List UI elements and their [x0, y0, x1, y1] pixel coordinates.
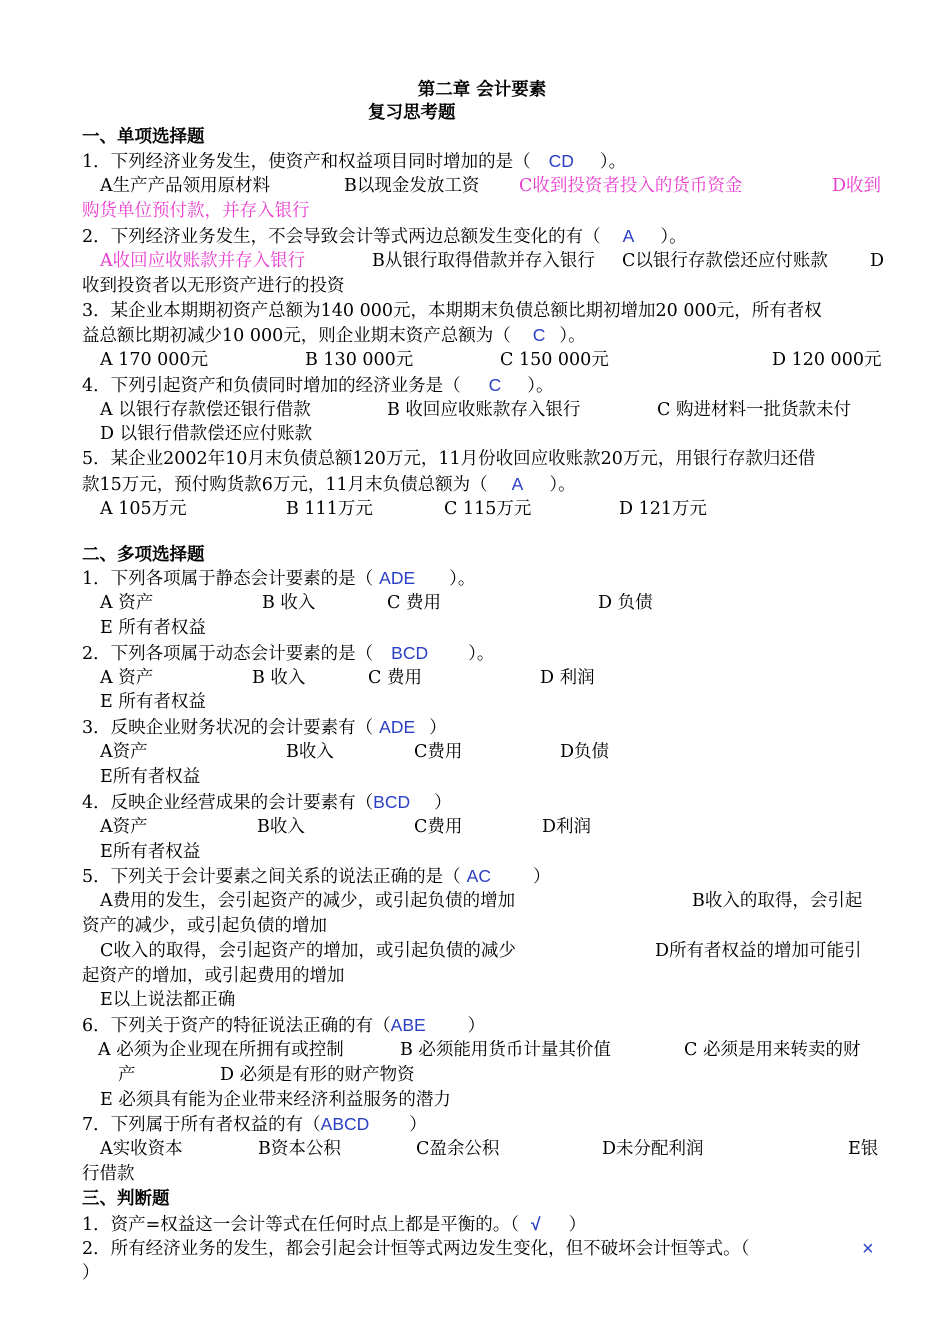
question-stem: 6．下列关于资产的特征说法正确的有（ [82, 1016, 391, 1036]
answer-mark: ADE [379, 717, 416, 737]
option-c: C费用 [414, 742, 463, 762]
multiple-q5-options-cd [82, 939, 882, 964]
option-c: C 150 000元 [500, 350, 609, 370]
stem-end: ）。 [449, 569, 476, 589]
single-q4-stem [82, 373, 882, 398]
question-stem: 2．所有经济业务的发生，都会引起会计恒等式两边发生变化，但不破坏会计恒等式。（ [82, 1239, 750, 1259]
answer-mark: √ [531, 1214, 541, 1234]
multiple-q2-option-e: E 所有者权益 [100, 692, 206, 712]
option-b: B收入 [257, 817, 305, 837]
option-d: D 121万元 [619, 499, 707, 519]
multiple-q4-options [82, 815, 882, 840]
option-d: D [870, 251, 885, 271]
single-q5-stem-1: 5．某企业2002年10月末负债总额120万元，11月份收回应收账款20万元，用银行存款归还借 [82, 449, 816, 469]
answer-mark: ABE [390, 1015, 426, 1035]
option-c: C 必须是用来转卖的财 [684, 1040, 861, 1060]
section-multiple-choice: 二、多项选择题 [82, 545, 205, 565]
question-stem: 1．下列各项属于静态会计要素的是（ [82, 569, 374, 589]
option-a: A资产 [100, 742, 148, 762]
single-q1-options [82, 174, 882, 199]
stem-end: ）。 [660, 227, 687, 247]
stem-end: ） [467, 1016, 486, 1036]
single-q5-options [82, 497, 882, 522]
stem-end: ） [532, 867, 551, 887]
multiple-q6-options [82, 1038, 882, 1063]
answer-mark: × [862, 1238, 874, 1260]
question-stem: 2．下列经济业务发生，不会导致会计等式两边总额发生变化的有（ [82, 227, 601, 247]
option-c: C盈余公积 [416, 1139, 500, 1159]
option-d: D收到 [832, 176, 882, 196]
option-b: B资本公积 [258, 1139, 341, 1159]
multiple-q3-options [82, 740, 882, 765]
option-c: C 115万元 [444, 499, 532, 519]
single-q1-stem [82, 149, 882, 174]
stem-end: ）。 [559, 326, 586, 346]
option-b: B 111万元 [286, 499, 373, 519]
question-stem: 4．下列引起资产和负债同时增加的经济业务是（ [82, 376, 461, 396]
single-q3-options [82, 348, 882, 373]
answer-mark: BCD [391, 643, 429, 663]
multiple-q2-options [82, 666, 882, 691]
option-b: B 收入 [252, 668, 306, 688]
multiple-q6-options-2 [82, 1063, 882, 1088]
single-q2-option-d-cont: 收到投资者以无形资产进行的投资 [82, 276, 345, 296]
multiple-q6-stem [82, 1013, 882, 1038]
option-b: B 130 000元 [305, 350, 414, 370]
option-d: D 利润 [540, 668, 595, 688]
section-true-false: 三、判断题 [82, 1189, 170, 1209]
answer-mark: C [488, 375, 502, 395]
single-q5-stem-2 [82, 472, 882, 497]
option-c: C 费用 [368, 668, 422, 688]
question-stem: 益总额比期初减少10 000元，则企业期末资产总额为（ [82, 326, 511, 346]
option-d: D所有者权益的增加可能引 [655, 941, 862, 961]
option-a: A 必须为企业现在所拥有或控制 [98, 1040, 344, 1060]
single-q3-stem-2 [82, 323, 882, 348]
option-b: B以现金发放工资 [344, 176, 480, 196]
multiple-q4-option-e: E所有者权益 [100, 842, 201, 862]
answer-mark: C [532, 325, 546, 345]
option-a: A生产产品领用原材料 [100, 176, 271, 196]
option-a: A收回应收账款并存入银行 [100, 251, 306, 271]
section-single-choice: 一、单项选择题 [82, 127, 205, 147]
answer-mark: A [511, 474, 524, 494]
option-a: A费用的发生，会引起资产的减少，或引起负债的增加 [100, 891, 516, 911]
stem-end: ）。 [527, 376, 554, 396]
question-stem: 3．反映企业财务状况的会计要素有（ [82, 718, 374, 738]
answer-mark: BCD [373, 792, 411, 812]
option-c: C 费用 [387, 593, 441, 613]
multiple-q5-stem [82, 864, 882, 889]
option-b: B 收回应收账款存入银行 [387, 400, 581, 420]
option-b: B收入 [286, 742, 334, 762]
single-q3-stem-1: 3．某企业本期期初资产总额为140 000元，本期期末负债总额比期初增加20 000元，所有者权 [82, 301, 822, 321]
option-a: A 170 000元 [100, 350, 209, 370]
multiple-q3-stem [82, 715, 882, 740]
multiple-q4-stem [82, 790, 882, 815]
option-d: D 负债 [598, 593, 653, 613]
single-q4-option-d: D 以银行借款偿还应付账款 [100, 424, 313, 444]
multiple-q5-option-d-cont: 起资产的增加，或引起费用的增加 [82, 966, 345, 986]
option-c: C费用 [414, 817, 463, 837]
document-title [82, 78, 882, 103]
stem-end: ） [429, 718, 447, 738]
question-stem: 5．下列关于会计要素之间关系的说法正确的是（ [82, 867, 461, 887]
multiple-q2-stem [82, 641, 882, 666]
option-a: A 资产 [100, 593, 154, 613]
answer-mark: ABCD [320, 1114, 370, 1134]
question-stem: 1．资产=权益这一会计等式在任何时点上都是平衡的。（ [82, 1215, 520, 1235]
multiple-q1-options [82, 591, 882, 616]
judge-q2 [82, 1237, 882, 1262]
multiple-q5-option-e: E以上说法都正确 [100, 990, 236, 1010]
option-a: A资产 [100, 817, 148, 837]
answer-mark: AC [466, 866, 491, 886]
question-stem: 1．下列经济业务发生，使资产和权益项目同时增加的是（ [82, 152, 531, 172]
multiple-q3-option-e: E所有者权益 [100, 767, 201, 787]
question-stem: 2．下列各项属于动态会计要素的是（ [82, 644, 374, 664]
single-q2-stem [82, 224, 882, 249]
option-c: C 购进材料一批货款未付 [657, 400, 851, 420]
judge-q2-end: ） [82, 1263, 100, 1283]
single-q1-option-d-cont: 购货单位预付款，并存入银行 [82, 201, 310, 221]
stem-end: ） [434, 793, 452, 813]
option-a: A 105万元 [100, 499, 187, 519]
multiple-q6-option-e: E 必须具有能为企业带来经济利益服务的潜力 [100, 1090, 451, 1110]
multiple-q7-stem [82, 1112, 882, 1137]
stem-end: ） [568, 1215, 587, 1235]
option-a: A实收资本 [100, 1139, 183, 1159]
option-d: D未分配利润 [602, 1139, 704, 1159]
stem-end: ）。 [468, 644, 495, 664]
option-d: D利润 [542, 817, 592, 837]
question-stem: 4．反映企业经营成果的会计要素有（ [82, 793, 374, 813]
option-b: B 收入 [262, 593, 316, 613]
single-q4-options [82, 398, 882, 423]
option-e: E银 [848, 1139, 879, 1159]
option-c: C以银行存款偿还应付账款 [622, 251, 828, 271]
stem-end: ）。 [599, 152, 627, 172]
multiple-q5-options-ab [82, 889, 882, 914]
multiple-q1-stem [82, 566, 882, 591]
question-stem: 款15万元，预付购货款6万元，11月末负债总额为（ [82, 475, 488, 495]
option-a: A 资产 [100, 668, 154, 688]
multiple-q1-option-e: E 所有者权益 [100, 618, 206, 638]
multiple-q7-options [82, 1137, 882, 1162]
answer-mark: ADE [379, 568, 416, 588]
single-q2-options [82, 249, 885, 274]
option-d: D 120 000元 [772, 350, 882, 370]
option-d: D 必须是有形的财产物资 [220, 1065, 415, 1085]
document-subtitle: 复习思考题 [368, 103, 456, 123]
answer-mark: CD [548, 151, 574, 171]
option-b: B 必须能用货币计量其价值 [400, 1040, 611, 1060]
option-d: D负债 [560, 742, 610, 762]
option-c: C收到投资者投入的货币资金 [519, 176, 743, 196]
multiple-q7-option-e-cont: 行借款 [82, 1164, 135, 1184]
option-a: A 以银行存款偿还银行借款 [100, 400, 311, 420]
answer-mark: A [622, 226, 635, 246]
option-b: B从银行取得借款并存入银行 [372, 251, 595, 271]
option-c-cont: 产 [118, 1065, 136, 1085]
multiple-q5-option-b-cont: 资产的减少，或引起负债的增加 [82, 916, 327, 936]
option-c: C收入的取得，会引起资产的增加，或引起负债的减少 [100, 941, 516, 961]
stem-end: ）。 [549, 475, 576, 495]
judge-q1 [82, 1212, 882, 1237]
stem-end: ） [409, 1115, 427, 1135]
option-b: B收入的取得，会引起 [692, 891, 863, 911]
question-stem: 7．下列属于所有者权益的有（ [82, 1115, 321, 1135]
title-text: 第二章 会计要素 [417, 80, 547, 100]
